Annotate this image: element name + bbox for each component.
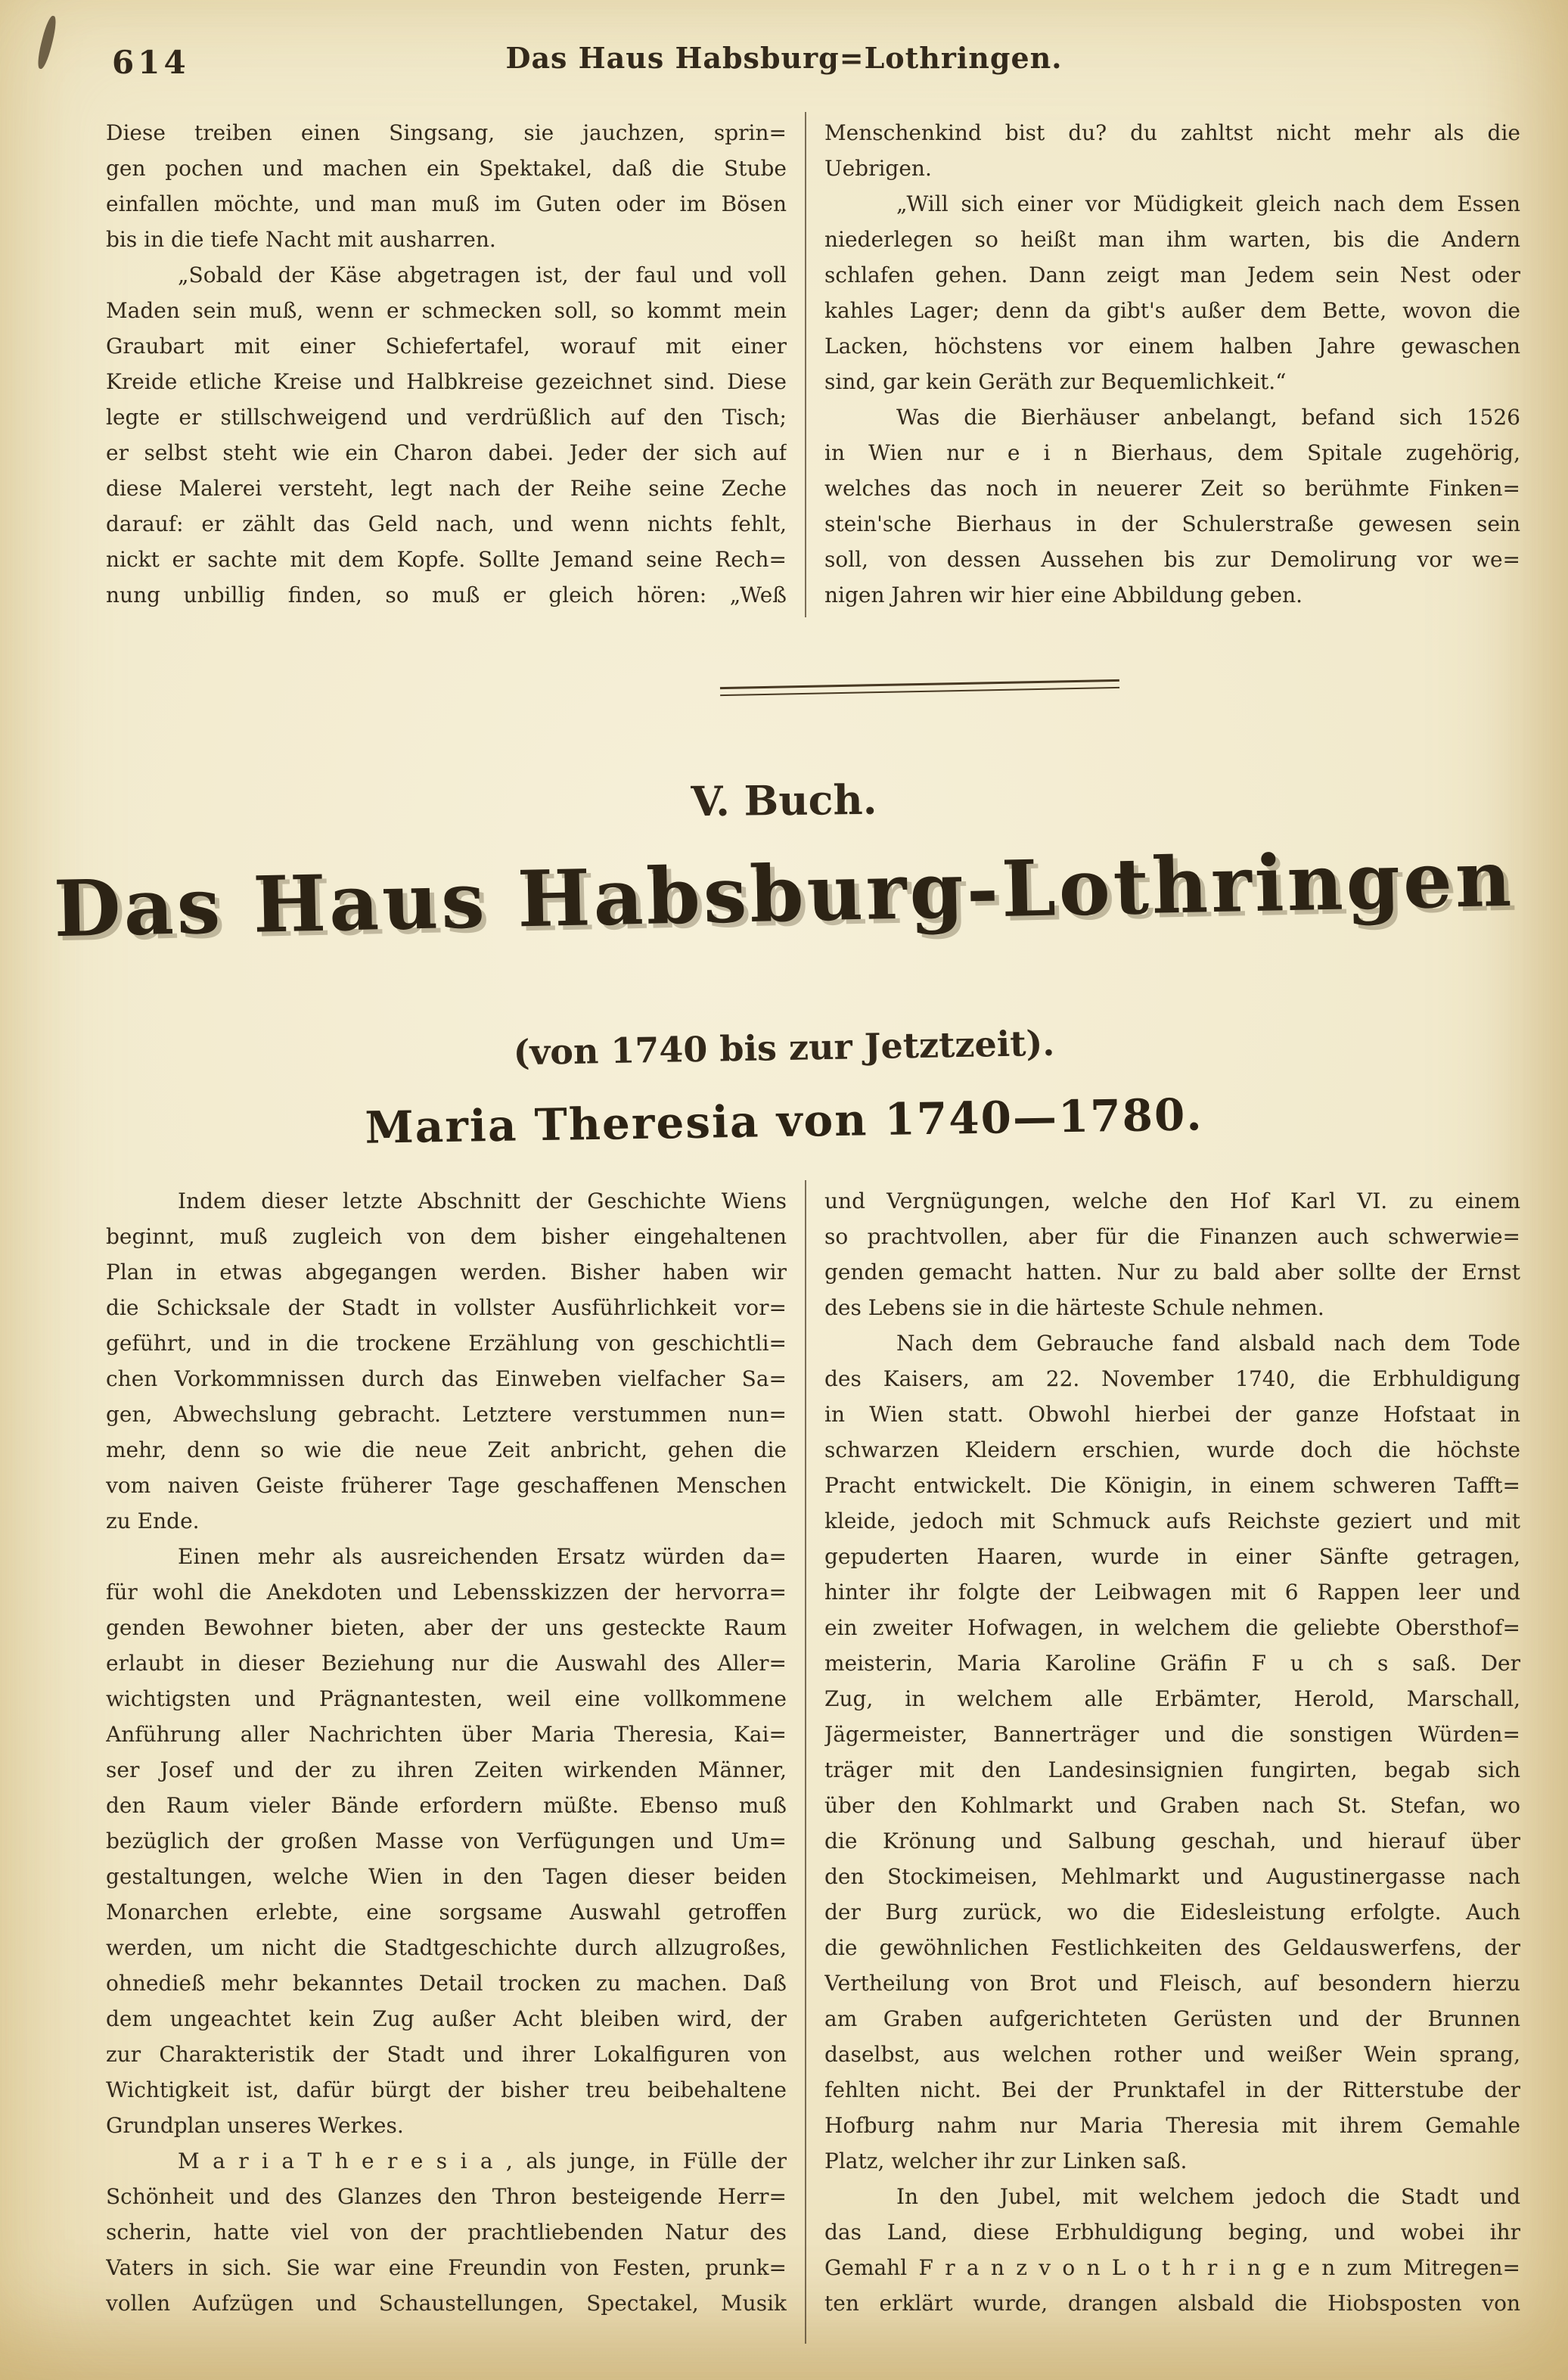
text-line: meisterin, Maria Karoline Gräfin F u ch s saß. Der — [824, 1651, 1520, 1676]
text-line: Nach dem Gebrauche fand alsbald nach dem Tode — [896, 1331, 1520, 1356]
text-line: des Lebens sie in die härteste Schule nehmen. — [824, 1295, 1324, 1320]
section-divider-rule — [720, 679, 1119, 696]
text-line: den Stockimeisen, Mehlmarkt und Augustinergasse nach — [824, 1864, 1520, 1889]
text-line: gepuderten Haaren, wurde in einer Sänfte getragen, — [824, 1544, 1520, 1569]
text-line: zu Ende. — [106, 1508, 200, 1533]
text-line: über den Kohlmarkt und Graben nach St. Stefan, wo — [824, 1793, 1520, 1818]
text-line: geführt, und in die trockene Erzählung von geschichtli= — [106, 1331, 787, 1356]
text-line: vollen Aufzügen und Schaustellungen, Spectakel, Musik — [106, 2291, 787, 2316]
text-line: Kreide etliche Kreise und Halbkreise gezeichnet sind. Diese — [106, 369, 787, 394]
text-line: Graubart mit einer Schiefertafel, worauf mit einer — [106, 334, 787, 359]
text-line: die Schicksale der Stadt in vollster Ausführlichkeit vor= — [106, 1295, 787, 1320]
text-line: Grundplan unseres Werkes. — [106, 2113, 404, 2138]
text-line: die gewöhnlichen Festlichkeiten des Geldauswerfens, der — [824, 1935, 1520, 1960]
text-line: Pracht entwickelt. Die Königin, in einem schweren Tafft= — [824, 1473, 1520, 1498]
column-divider-rule-upper — [805, 112, 806, 617]
text-line: Jägermeister, Bannerträger und die sonstigen Würden= — [824, 1722, 1520, 1747]
text-line: der Burg zurück, wo die Eidesleistung erfolgte. Auch — [824, 1900, 1520, 1925]
text-line: den Raum vieler Bände erfordern müßte. Ebenso muß — [106, 1793, 787, 1818]
upper-right-column — [824, 115, 1520, 613]
text-line: schlafen gehen. Dann zeigt man Jedem sein Nest oder — [824, 263, 1520, 287]
text-line: fehlten nicht. Bei der Prunktafel in der Ritterstube der — [824, 2077, 1520, 2102]
text-line: bis in die tiefe Nacht mit ausharren. — [106, 227, 496, 252]
text-line: vom naiven Geiste früherer Tage geschaffenen Menschen — [106, 1473, 787, 1498]
text-line: gen pochen und machen ein Spektakel, daß die Stube — [106, 156, 787, 181]
upper-left-column — [106, 115, 787, 613]
text-line: bezüglich der großen Masse von Verfügungen und Um= — [106, 1828, 787, 1853]
text-line: Menschenkind bist du? du zahltst nicht mehr als die — [824, 120, 1520, 145]
text-line: daselbst, aus welchen rother und weißer Wein sprang, — [824, 2042, 1520, 2067]
text-line: so prachtvollen, aber für die Finanzen auch schwerwie= — [824, 1224, 1520, 1249]
text-line: in Wien nur e i n Bierhaus, dem Spitale zugehörig, — [824, 440, 1520, 465]
text-line: Wichtigkeit ist, dafür bürgt der bisher treu beibehaltene — [106, 2077, 787, 2102]
text-line: für wohl die Anekdoten und Lebensskizzen der hervorra= — [106, 1580, 787, 1605]
text-line: er selbst steht wie ein Charon dabei. Jeder der sich auf — [106, 440, 787, 465]
text-line: einfallen möchte, und man muß im Guten oder im Bösen — [106, 191, 787, 216]
text-line: Uebrigen. — [824, 156, 932, 181]
text-line: nigen Jahren wir hier eine Abbildung geben. — [824, 583, 1303, 607]
text-line: Schönheit und des Glanzes den Thron besteigende Herr= — [106, 2184, 787, 2209]
text-line: kahles Lager; denn da gibt's außer dem Bette, wovon die — [824, 298, 1520, 323]
text-line: M a r i a T h e r e s i a , als junge, in Fülle der — [178, 2149, 787, 2173]
running-header: Das Haus Habsburg=Lothringen. — [505, 41, 1063, 75]
text-line: werden, um nicht die Stadtgeschichte durch allzugroßes, — [106, 1935, 787, 1960]
text-line: genden gemacht hatten. Nur zu bald aber sollte der Ernst — [824, 1260, 1520, 1285]
text-line: Was die Bierhäuser anbelangt, befand sich 1526 — [896, 405, 1520, 430]
text-line: schwarzen Kleidern erschien, wurde doch die höchste — [824, 1437, 1520, 1462]
book-heading: V. Buch. — [691, 775, 877, 826]
text-line: Gemahl F r a n z v o n L o t h r i n g e n zum Mitregen= — [824, 2255, 1520, 2280]
text-line: Platz, welcher ihr zur Linken saß. — [824, 2149, 1188, 2173]
text-line: beginnt, muß zugleich von dem bisher eingehaltenen — [106, 1224, 787, 1249]
text-line: genden Bewohner bieten, aber der uns gesteckte Raum — [106, 1615, 787, 1640]
text-line: ein zweiter Hofwagen, in welchem die geliebte Obersthof= — [824, 1615, 1520, 1640]
lower-left-column — [106, 1183, 787, 2321]
lower-right-column — [824, 1183, 1520, 2321]
text-line: Maden sein muß, wenn er schmecken soll, so kommt mein — [106, 298, 787, 323]
text-line: nickt er sachte mit dem Kopfe. Sollte Jemand seine Rech= — [106, 547, 787, 572]
text-line: des Kaisers, am 22. November 1740, die Erbhuldigung — [824, 1366, 1520, 1391]
text-line: hinter ihr folgte der Leibwagen mit 6 Rappen leer und — [824, 1580, 1520, 1605]
text-line: Plan in etwas abgegangen werden. Bisher haben wir — [106, 1260, 787, 1285]
chapter-subtitle: (von 1740 bis zur Jetztzeit). — [513, 1022, 1055, 1073]
column-divider-rule-lower — [805, 1180, 806, 2344]
text-line: scherin, hatte viel von der prachtliebenden Natur des — [106, 2220, 787, 2245]
text-line: „Will sich einer vor Müdigkeit gleich nach dem Essen — [896, 191, 1520, 216]
page-number: 614 — [112, 44, 190, 81]
text-line: gestaltungen, welche Wien in den Tagen dieser beiden — [106, 1864, 787, 1889]
text-line: das Land, diese Erbhuldigung beging, und wobei ihr — [824, 2220, 1520, 2245]
text-line: am Graben aufgerichteten Gerüsten und der Brunnen — [824, 2006, 1520, 2031]
text-line: mehr, denn so wie die neue Zeit anbricht, gehen die — [106, 1437, 787, 1462]
text-line: die Krönung und Salbung geschah, und hierauf über — [824, 1828, 1520, 1853]
text-line: Hofburg nahm nur Maria Theresia mit ihrem Gemahle — [824, 2113, 1520, 2138]
text-line: Vaters in sich. Sie war eine Freundin von Festen, prunk= — [106, 2255, 787, 2280]
text-line: welches das noch in neuerer Zeit so berühmte Finken= — [824, 476, 1520, 501]
text-line: wichtigsten und Prägnantesten, weil eine vollkommene — [106, 1686, 787, 1711]
text-line: sind, gar kein Geräth zur Bequemlichkeit.“ — [824, 369, 1287, 394]
text-line: Einen mehr als ausreichenden Ersatz würden da= — [178, 1544, 787, 1569]
section-heading: Maria Theresia von 1740—1780. — [364, 1089, 1204, 1154]
text-line: Zug, in welchem alle Erbämter, Herold, Marschall, — [824, 1686, 1520, 1711]
text-line: kleide, jedoch mit Schmuck aufs Reichste geziert und mit — [824, 1508, 1520, 1533]
text-line: diese Malerei versteht, legt nach der Reihe seine Zeche — [106, 476, 787, 501]
text-line: zur Charakteristik der Stadt und ihrer Lokalfiguren von — [106, 2042, 787, 2067]
text-line: ten erklärt wurde, drangen alsbald die Hiobsposten von — [824, 2291, 1520, 2316]
text-line: „Sobald der Käse abgetragen ist, der faul und voll — [178, 263, 787, 287]
text-line: Monarchen erlebte, eine sorgsame Auswahl getroffen — [106, 1900, 787, 1925]
text-line: Vertheilung von Brot und Fleisch, auf besondern hierzu — [824, 1971, 1520, 1996]
text-line: Anführung aller Nachrichten über Maria Theresia, Kai= — [106, 1722, 787, 1747]
text-line: und Vergnügungen, welche den Hof Karl VI. zu einem — [824, 1188, 1520, 1213]
text-line: Diese treiben einen Singsang, sie jauchzen, sprin= — [106, 120, 787, 145]
text-line: nung unbillig finden, so muß er gleich hören: „Weß — [106, 583, 787, 607]
text-line: chen Vorkommnissen durch das Einweben vielfacher Sa= — [106, 1366, 787, 1391]
text-line: erlaubt in dieser Beziehung nur die Auswahl des Aller= — [106, 1651, 787, 1676]
text-line: Indem dieser letzte Abschnitt der Geschichte Wiens — [178, 1188, 787, 1213]
text-line: ser Josef und der zu ihren Zeiten wirkenden Männer, — [106, 1757, 787, 1782]
text-line: legte er stillschweigend und verdrüßlich auf den Tisch; — [106, 405, 787, 430]
text-line: darauf: er zählt das Geld nach, und wenn nichts fehlt, — [106, 511, 787, 536]
text-line: träger mit den Landesinsignien fungirten, begab sich — [824, 1757, 1520, 1782]
text-line: niederlegen so heißt man ihm warten, bis die Andern — [824, 227, 1520, 252]
text-line: Lacken, höchstens vor einem halben Jahre gewaschen — [824, 334, 1520, 359]
text-line: soll, von dessen Aussehen bis zur Demolirung vor we= — [824, 547, 1520, 572]
text-line: stein'sche Bierhaus in der Schulerstraße gewesen sein — [824, 511, 1520, 536]
text-line: in Wien statt. Obwohl hierbei der ganze Hofstaat in — [824, 1402, 1520, 1427]
text-line: dem ungeachtet kein Zug außer Acht bleiben wird, der — [106, 2006, 787, 2031]
text-line: In den Jubel, mit welchem jedoch die Stadt und — [896, 2184, 1520, 2209]
text-line: gen, Abwechslung gebracht. Letztere verstummen nun= — [106, 1402, 787, 1427]
text-line: ohnedieß mehr bekanntes Detail trocken zu machen. Daß — [106, 1971, 787, 1996]
chapter-title: Das Haus Habsburg-Lothringen — [52, 833, 1516, 955]
